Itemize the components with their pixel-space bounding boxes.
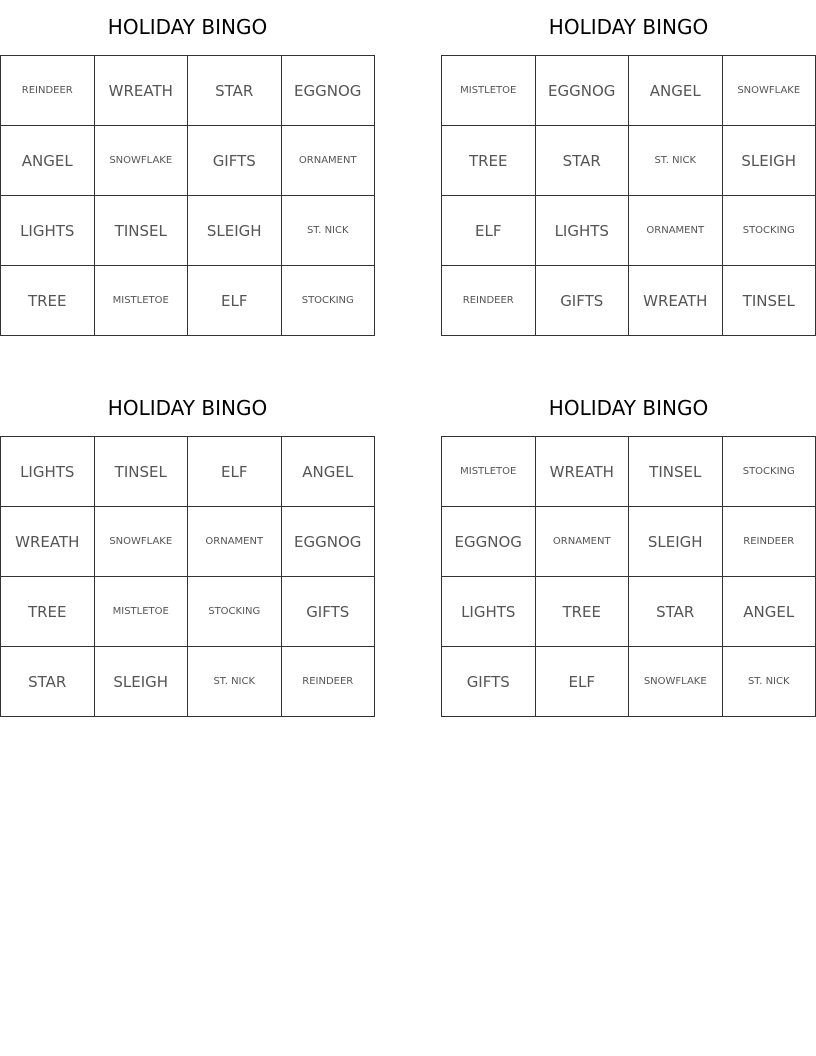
bingo-cell: STOCKING	[188, 577, 282, 647]
bingo-cell: ST. NICK	[723, 647, 816, 717]
bingo-cell: REINDEER	[723, 507, 816, 577]
bingo-cell: STOCKING	[723, 437, 816, 507]
bingo-cell: EGGNOG	[442, 507, 536, 577]
bingo-cell: ELF	[536, 647, 630, 717]
bingo-cell: SNOWFLAKE	[629, 647, 723, 717]
bingo-cell: SNOWFLAKE	[723, 56, 816, 126]
bingo-cell: ANGEL	[723, 577, 816, 647]
bingo-cell: WREATH	[1, 507, 95, 577]
bingo-cell: ST. NICK	[188, 647, 282, 717]
bingo-cell: TINSEL	[95, 437, 189, 507]
bingo-cell: TINSEL	[723, 266, 816, 336]
bingo-grid	[441, 55, 816, 336]
bingo-cell: STAR	[188, 56, 282, 126]
card-title: HOLIDAY BINGO	[107, 396, 268, 420]
bingo-cell: EGGNOG	[536, 56, 630, 126]
bingo-cell: TREE	[1, 577, 95, 647]
bingo-card-1	[0, 0, 375, 336]
bingo-cell: LIGHTS	[1, 196, 95, 266]
bingo-grid	[0, 436, 375, 717]
card-title: HOLIDAY BINGO	[548, 396, 709, 420]
bingo-cell: GIFTS	[536, 266, 630, 336]
bingo-cell: LIGHTS	[442, 577, 536, 647]
bingo-cell: TINSEL	[95, 196, 189, 266]
bingo-cell: EGGNOG	[282, 56, 376, 126]
card-title: HOLIDAY BINGO	[107, 15, 268, 39]
bingo-cell: STOCKING	[282, 266, 376, 336]
bingo-cell: WREATH	[536, 437, 630, 507]
bingo-cell: GIFTS	[282, 577, 376, 647]
bingo-cell: SNOWFLAKE	[95, 126, 189, 196]
bingo-cell: EGGNOG	[282, 507, 376, 577]
bingo-cell: LIGHTS	[1, 437, 95, 507]
bingo-cell: MISTLETOE	[95, 266, 189, 336]
bingo-cell: STAR	[1, 647, 95, 717]
bingo-cell: SLEIGH	[629, 507, 723, 577]
bingo-cell: ORNAMENT	[188, 507, 282, 577]
bingo-cell: TINSEL	[629, 437, 723, 507]
bingo-cell: TREE	[536, 577, 630, 647]
bingo-cell: SLEIGH	[723, 126, 816, 196]
bingo-cell: MISTLETOE	[95, 577, 189, 647]
bingo-cell: ELF	[188, 437, 282, 507]
bingo-cell: ANGEL	[629, 56, 723, 126]
bingo-cell: ST. NICK	[282, 196, 376, 266]
bingo-cell: REINDEER	[1, 56, 95, 126]
bingo-cell: ANGEL	[282, 437, 376, 507]
bingo-cell: GIFTS	[442, 647, 536, 717]
bingo-grid	[0, 55, 375, 336]
bingo-cell: GIFTS	[188, 126, 282, 196]
bingo-cell: ELF	[442, 196, 536, 266]
bingo-cell: SLEIGH	[188, 196, 282, 266]
bingo-cell: ST. NICK	[629, 126, 723, 196]
bingo-cell: MISTLETOE	[442, 56, 536, 126]
bingo-cell: STAR	[536, 126, 630, 196]
bingo-cell: ANGEL	[1, 126, 95, 196]
bingo-card-4	[441, 381, 816, 717]
bingo-cell: ORNAMENT	[629, 196, 723, 266]
card-title: HOLIDAY BINGO	[548, 15, 709, 39]
bingo-card-3	[0, 381, 375, 717]
bingo-cell: REINDEER	[282, 647, 376, 717]
bingo-cell: STAR	[629, 577, 723, 647]
bingo-cell: REINDEER	[442, 266, 536, 336]
bingo-cell: STOCKING	[723, 196, 816, 266]
bingo-cell: ORNAMENT	[282, 126, 376, 196]
bingo-cell: TREE	[1, 266, 95, 336]
bingo-cell: WREATH	[95, 56, 189, 126]
bingo-cell: SLEIGH	[95, 647, 189, 717]
bingo-cell: SNOWFLAKE	[95, 507, 189, 577]
bingo-cell: ELF	[188, 266, 282, 336]
bingo-cell: LIGHTS	[536, 196, 630, 266]
bingo-cell: WREATH	[629, 266, 723, 336]
bingo-cell: ORNAMENT	[536, 507, 630, 577]
bingo-cell: MISTLETOE	[442, 437, 536, 507]
bingo-grid	[441, 436, 816, 717]
bingo-cell: TREE	[442, 126, 536, 196]
bingo-card-2	[441, 0, 816, 336]
